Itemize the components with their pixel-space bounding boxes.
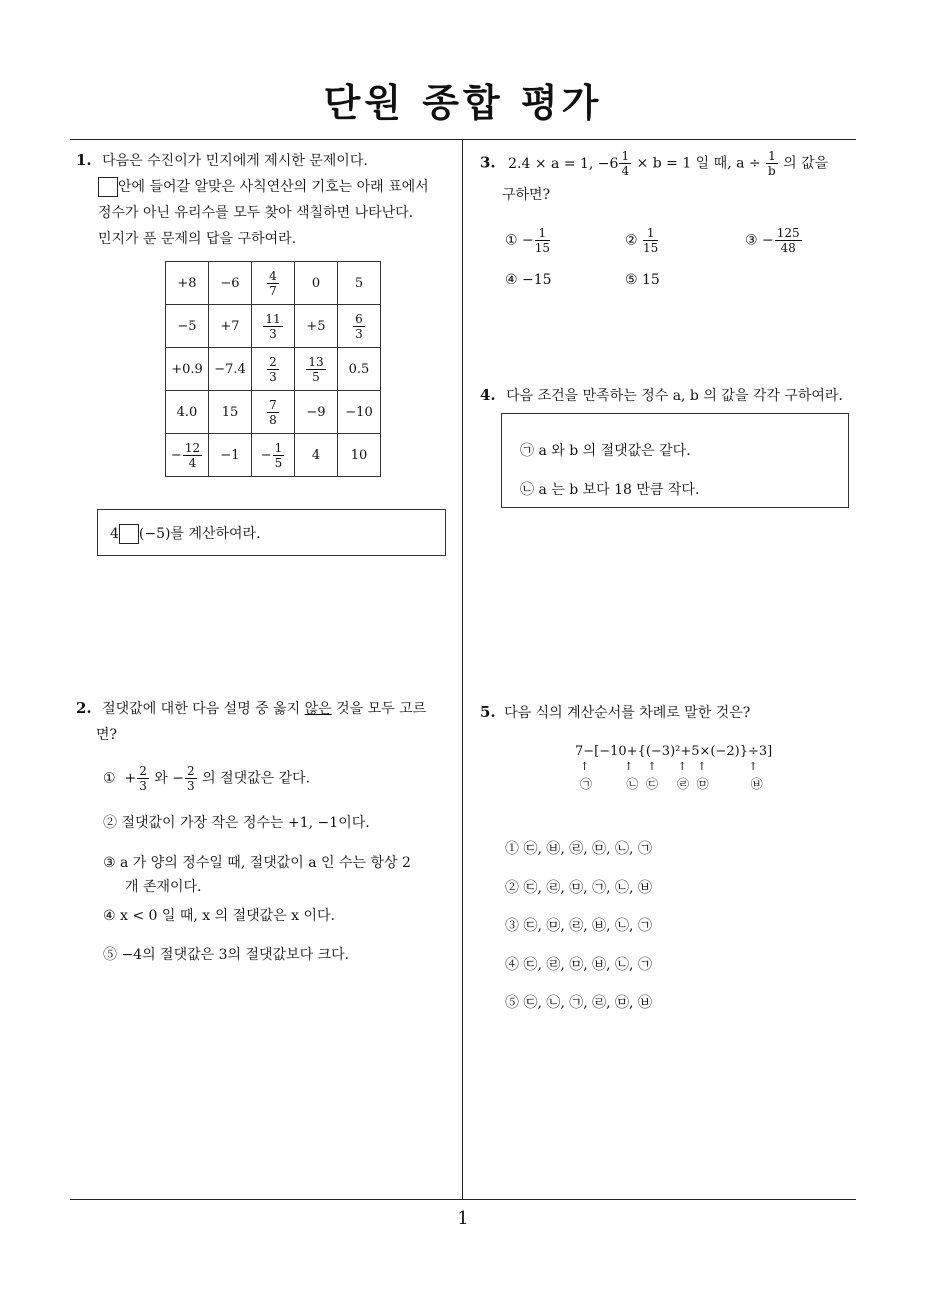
denominator: 3 (269, 369, 277, 384)
question-5-text: 다음 식의 계산순서를 차례로 말한 것은? (504, 705, 751, 721)
cell-value: 4.0 (176, 404, 198, 420)
cell-sign: − (170, 447, 182, 463)
fraction (353, 313, 365, 340)
cell-value: −6 (220, 275, 240, 291)
numerator: 2 (139, 764, 147, 778)
numerator: 1 (643, 227, 658, 241)
denominator: 3 (269, 326, 277, 341)
fraction (766, 150, 778, 177)
grid-cell (338, 262, 381, 305)
grid-cell (252, 305, 295, 348)
grid-cell (166, 391, 209, 434)
q2-option-1 (103, 765, 310, 792)
fraction (619, 150, 631, 177)
q5-option-3: ③ ㉢, ㉤, ㉣, ㉥, ㉡, ㉠ (505, 918, 652, 934)
grid-cell (295, 391, 338, 434)
question-1-line-1: 다음은 수진이가 민지에게 제시한 문제이다. (102, 153, 368, 169)
numerator: 1 (535, 227, 550, 241)
problem-box (97, 509, 446, 556)
question-1-line-4: 민지가 푼 문제의 답을 구하여라. (98, 231, 297, 247)
denominator: 15 (534, 241, 551, 255)
question-1-line-3: 정수가 아닌 유리수를 모두 찾아 색칠하면 나타난다. (98, 205, 414, 221)
cell-value: 5 (354, 275, 364, 291)
cell-value: −10 (345, 404, 373, 420)
number-grid (165, 261, 381, 477)
numerator: 2 (187, 764, 195, 778)
numerator: 2 (269, 354, 277, 369)
grid-row (166, 391, 381, 434)
question-4-number: 4. (480, 386, 496, 404)
cell-value: +0.9 (171, 361, 203, 377)
denominator: 3 (139, 779, 147, 793)
numerator: 11 (265, 311, 281, 326)
grid-cell (209, 348, 252, 391)
cell-value: 0.5 (348, 361, 370, 377)
cell-value: 15 (221, 404, 239, 420)
numerator: 4 (269, 268, 277, 283)
q5-option-2: ② ㉢, ㉣, ㉤, ㉠, ㉡, ㉥ (505, 880, 652, 896)
q3-option-2-mark: ② (625, 232, 643, 249)
denominator: 3 (355, 326, 363, 341)
cell-value: +5 (306, 318, 326, 334)
cell-value: −1 (220, 447, 240, 463)
q3-option-4: ④ −15 (505, 272, 552, 288)
order-arrows: ↑ ↑ ↑ ↑ ↑ ↑ (580, 760, 758, 773)
question-3-number: 3. (480, 153, 496, 172)
numerator: 12 (184, 440, 201, 455)
question-2-text-a: 절댓값에 대한 다음 설명 중 옳지 (102, 701, 305, 717)
question-1 (76, 150, 456, 254)
q2-option-1-mark: ① (103, 770, 116, 787)
grid-cell (338, 434, 381, 477)
q3-option-1-mark: ① − (505, 232, 534, 249)
grid-cell (166, 305, 209, 348)
q2-option-1-end: 의 절댓값은 같다. (197, 770, 311, 787)
fraction (183, 442, 202, 469)
answer-blank (98, 177, 118, 197)
fraction (306, 356, 325, 383)
denominator: b (768, 164, 776, 178)
condition-2: ㉡ a 는 b 보다 18 만큼 작다. (520, 482, 700, 498)
grid-cell (166, 434, 209, 477)
question-3-text-c: 의 값을 (778, 155, 829, 172)
q3-option-3-mark: ③ − (745, 232, 774, 249)
q3-option-2 (625, 227, 659, 254)
grid-cell (338, 305, 381, 348)
problem-box-text: (−5)를 계산하여라. (138, 526, 261, 542)
cell-value: +7 (220, 318, 240, 334)
cell-value: −7.4 (214, 361, 246, 377)
q3-option-5: ⑤ 15 (625, 272, 660, 288)
denominator: 8 (269, 412, 277, 427)
grid-cell (295, 348, 338, 391)
page-title: 단원 종합 평가 (323, 81, 603, 125)
fraction (273, 442, 285, 469)
q2-option-1-mid: 와 − (149, 770, 184, 787)
grid-cell (252, 434, 295, 477)
grid-cell (338, 348, 381, 391)
question-2-number: 2. (76, 699, 92, 717)
question-2-underlined: 않은 (304, 701, 332, 717)
numerator: 7 (269, 397, 277, 412)
fraction (267, 270, 279, 297)
column-divider (462, 139, 463, 1200)
q5-option-4: ④ ㉢, ㉣, ㉤, ㉥, ㉡, ㉠ (505, 957, 652, 973)
calculation-expression: 7−[−10+{(−3)²+5×(−2)}÷3] (575, 744, 773, 759)
grid-cell (209, 391, 252, 434)
fraction (775, 227, 802, 254)
problem-box-prefix: 4 (110, 526, 119, 542)
cell-value: 0 (311, 275, 321, 291)
grid-cell (166, 262, 209, 305)
grid-cell (295, 434, 338, 477)
numerator: 1 (768, 149, 776, 163)
numerator: 1 (274, 440, 283, 455)
cell-value: 10 (350, 447, 368, 463)
bottom-divider (70, 1199, 856, 1200)
cell-value: −5 (177, 318, 197, 334)
q2-option-3a: ③ a 가 양의 정수일 때, 절댓값이 a 인 수는 항상 2 (103, 855, 411, 871)
q2-option-3b: 개 존재이다. (125, 879, 202, 895)
numerator: 1 (621, 149, 630, 163)
fraction (643, 227, 658, 254)
grid-row (166, 434, 381, 477)
denominator: 5 (312, 369, 320, 384)
denominator: 4 (621, 164, 630, 178)
q2-option-2: ② 절댓값이 가장 작은 정수는 +1, −1이다. (103, 815, 370, 831)
grid-row (166, 262, 381, 305)
question-2 (76, 698, 458, 750)
grid-cell (295, 305, 338, 348)
condition-1: ㉠ a 와 b 의 절댓값은 같다. (520, 443, 691, 459)
question-5-line (480, 702, 750, 722)
grid-cell (252, 348, 295, 391)
question-3-line-1 (480, 150, 828, 177)
q2-option-1-sign: + (124, 770, 137, 787)
q2-option-4: ④ x < 0 일 때, x 의 절댓값은 x 이다. (103, 908, 335, 924)
fraction (267, 399, 279, 426)
cell-value: 4 (311, 447, 321, 463)
cell-value: −9 (306, 404, 326, 420)
q5-option-1: ① ㉢, ㉥, ㉣, ㉤, ㉡, ㉠ (505, 841, 652, 857)
denominator: 5 (274, 455, 283, 470)
numerator: 125 (776, 226, 800, 240)
q5-option-5: ⑤ ㉢, ㉡, ㉠, ㉣, ㉤, ㉥ (505, 995, 652, 1011)
q2-option-5: ⑤ −4의 절댓값은 3의 절댓값보다 크다. (103, 947, 350, 963)
grid-cell (209, 305, 252, 348)
conditions-box (501, 413, 849, 508)
denominator: 4 (188, 455, 197, 470)
cell-value: +8 (177, 275, 197, 291)
question-3-text-b: × b = 1 일 때, a ÷ (632, 155, 766, 172)
cell-sign: − (260, 447, 272, 463)
numerator: 13 (308, 354, 324, 369)
grid-row (166, 305, 381, 348)
fraction (185, 765, 197, 792)
question-3-line-2: 구하면? (502, 187, 551, 203)
question-2-text-b: 것을 모두 고르 (331, 701, 427, 717)
grid-cell (338, 391, 381, 434)
fraction (137, 765, 149, 792)
top-divider (70, 139, 856, 140)
fraction (263, 313, 282, 340)
page-number: 1 (457, 1208, 469, 1229)
grid-row (166, 348, 381, 391)
grid-cell (295, 262, 338, 305)
question-2-line-2: 면? (96, 727, 118, 743)
fraction (535, 227, 550, 254)
denominator: 15 (643, 241, 659, 255)
problem-box-blank (119, 524, 139, 544)
fraction (267, 356, 279, 383)
question-4-line (480, 385, 843, 405)
grid-cell (252, 391, 295, 434)
question-1-line-2: 안에 들어갈 알맞은 사칙연산의 기호는 아래 표에서 (118, 179, 429, 195)
question-5-number: 5. (480, 703, 496, 721)
numerator: 6 (355, 311, 363, 326)
grid-cell (252, 262, 295, 305)
denominator: 48 (780, 241, 796, 255)
question-4-text: 다음 조건을 만족하는 정수 a, b 의 값을 각각 구하여라. (506, 388, 843, 404)
q3-option-3 (745, 227, 803, 254)
grid-cell (209, 262, 252, 305)
denominator: 7 (269, 283, 277, 298)
grid-cell (166, 348, 209, 391)
order-labels: ㉠ ㉡ ㉢ ㉣ ㉤ ㉥ (580, 777, 763, 791)
grid-cell (209, 434, 252, 477)
denominator: 3 (187, 779, 195, 793)
q3-option-1 (505, 227, 551, 254)
question-1-number: 1. (76, 151, 92, 169)
question-3-text-a: 2.4 × a = 1, −6 (508, 155, 619, 172)
